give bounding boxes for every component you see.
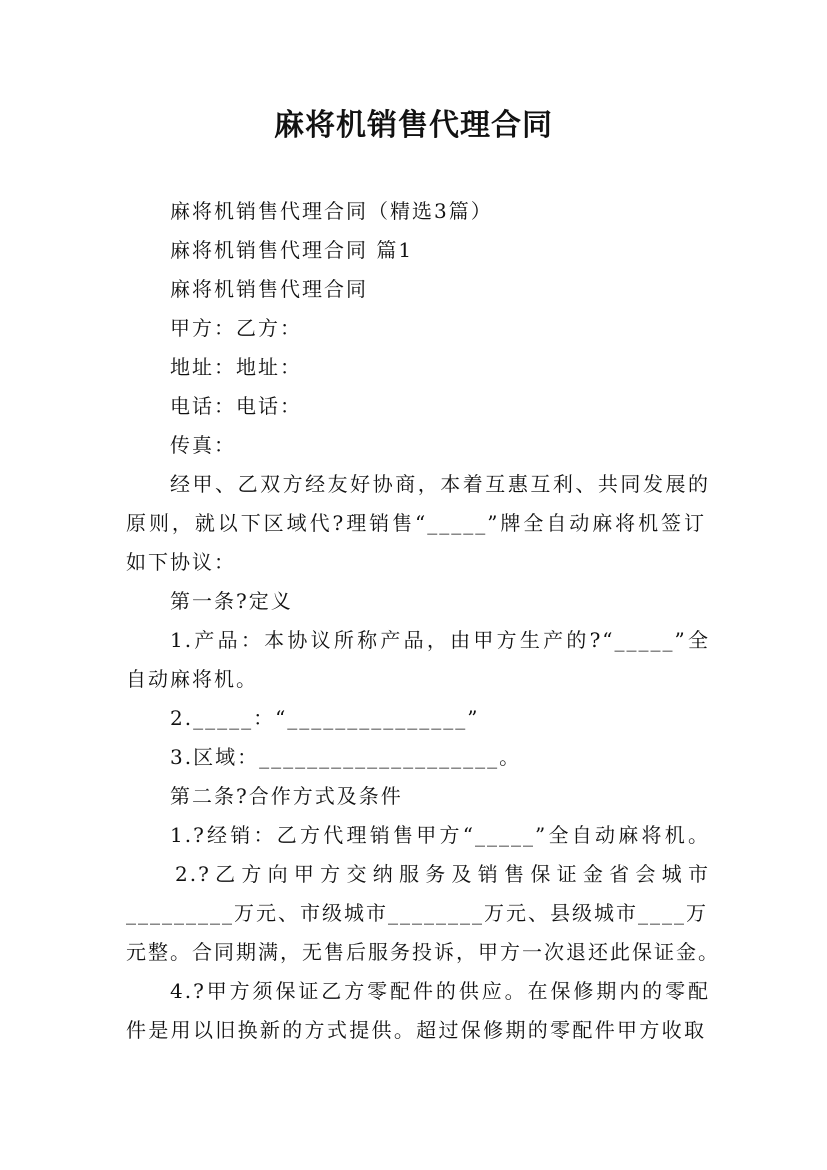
paragraph-line: 如下协议： [126,550,236,574]
section-heading: 第一条?定义 [170,589,293,613]
paragraph-line: 件是用以旧换新的方式提供。超过保修期的零配件甲方收取 [126,1018,706,1042]
paragraph-line: 1.产品：本协议所称产品，由甲方生产的?“_____”全 [170,628,710,652]
paragraph-line: 麻将机销售代理合同（精选3篇） [170,199,493,223]
paragraph-line: 2.?乙方向甲方交纳服务及销售保证金省会城市 [175,862,710,886]
paragraph-line: 麻将机销售代理合同 篇1 [170,238,414,262]
paragraph-line: 传真： [170,433,236,457]
paragraph-line: 3.区域：____________________。 [170,745,522,769]
paragraph-line: 自动麻将机。 [126,667,258,691]
paragraph-line: 麻将机销售代理合同 [170,277,368,301]
paragraph-line: 经甲、乙双方经友好协商，本着互惠互利、共同发展的 [170,472,710,496]
paragraph-line: _________万元、市级城市________万元、县级城市____万 [126,901,708,925]
paragraph-line: 4.?甲方须保证乙方零配件的供应。在保修期内的零配 [170,979,710,1003]
paragraph-line: 地址：地址： [170,355,302,379]
paragraph-line: 元整。合同期满，无售后服务投诉，甲方一次退还此保证金。 [126,940,720,964]
paragraph-line: 2._____：“_______________” [170,706,480,730]
paragraph-line: 1.?经销：乙方代理销售甲方“_____”全自动麻将机。 [170,823,710,847]
paragraph-line: 甲方：乙方： [170,316,302,340]
document-title: 麻将机销售代理合同 [274,108,553,143]
paragraph-line: 原则，就以下区域代?理销售“_____”牌全自动麻将机签订 [126,511,706,535]
section-heading: 第二条?合作方式及条件 [170,784,403,808]
paragraph-line: 电话：电话： [170,394,302,418]
